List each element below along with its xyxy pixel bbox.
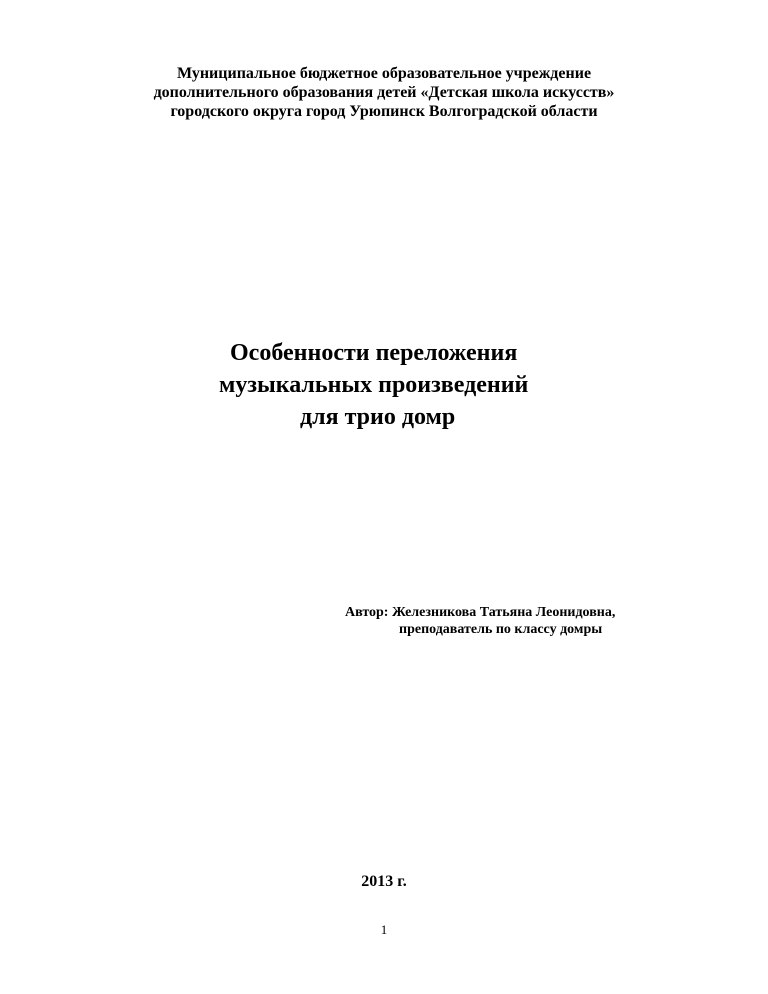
institution-line-1: Муниципальное бюджетное образовательное учреждение bbox=[176, 65, 592, 82]
author-block bbox=[345, 604, 615, 638]
institution-header bbox=[0, 64, 768, 121]
title-line-2: музыкальных произведений bbox=[219, 372, 529, 398]
author-line-1: Автор: Железникова Татьяна Леонидовна, bbox=[345, 605, 616, 620]
institution-line-2: дополнительного образования детей «Детская школа искусств» bbox=[153, 84, 615, 101]
document-title bbox=[0, 337, 768, 433]
institution-line-3: городского округа город Урюпинск Волгоградской области bbox=[170, 103, 598, 120]
title-line-3: для трио домр bbox=[300, 404, 456, 430]
page-number: 1 bbox=[380, 922, 388, 937]
title-line-1: Особенности переложения bbox=[230, 340, 518, 366]
author-line-2: преподаватель по классу домры bbox=[399, 622, 603, 637]
document-year: 2013 г. bbox=[361, 873, 407, 890]
